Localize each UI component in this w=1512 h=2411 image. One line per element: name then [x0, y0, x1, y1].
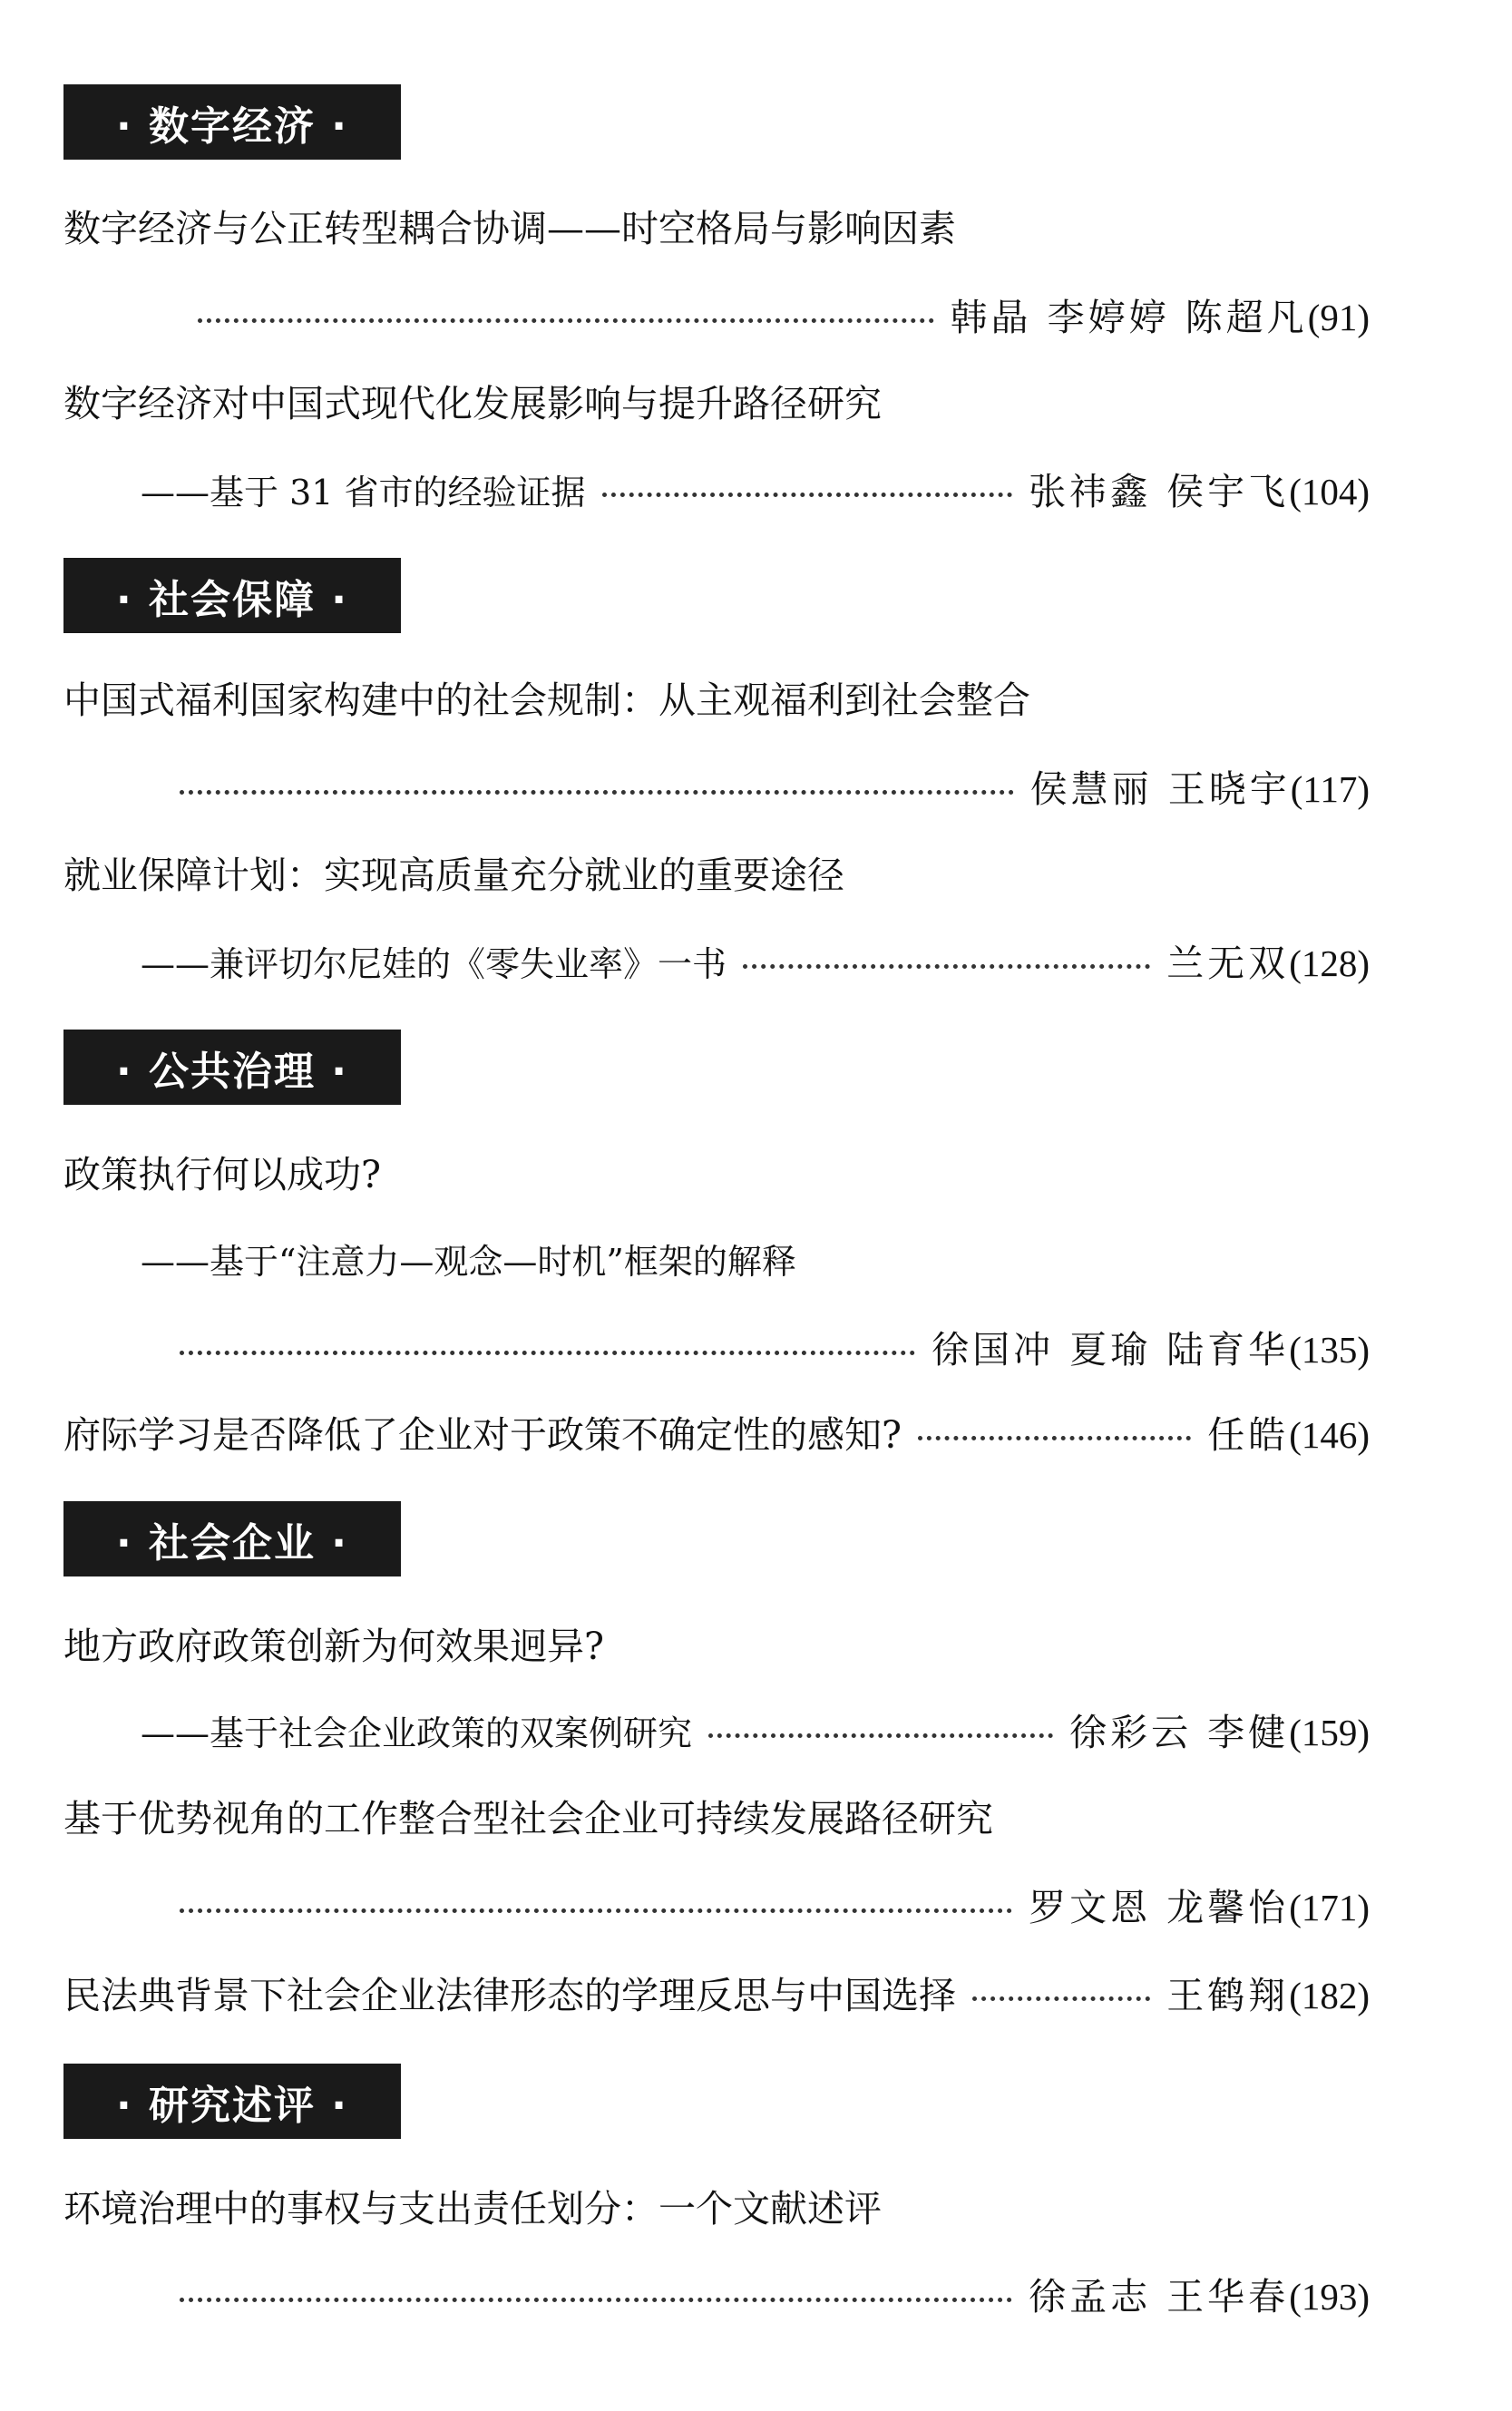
leader-dots	[918, 1436, 1191, 1440]
article-title: 环境治理中的事权与支出责任划分：一个文献述评	[63, 2187, 882, 2230]
article-title: 基于优势视角的工作整合型社会企业可持续发展路径研究	[63, 1797, 993, 1840]
article-title: 数字经济与公正转型耦合协调——时空格局与影响因素	[63, 207, 956, 250]
article-byline	[163, 767, 1370, 811]
article-page: (135)	[1289, 1329, 1370, 1371]
article-authors: 张祎鑫 侯宇飞	[1029, 470, 1290, 513]
article-authors: 兰无双	[1166, 942, 1290, 985]
article-byline	[63, 1413, 1370, 1457]
leader-dots	[602, 493, 1013, 497]
article-byline	[141, 470, 1370, 513]
article-authors: 罗文恩 龙馨怡	[1029, 1886, 1290, 1929]
article-authors: 韩晶 李婷婷 陈超凡	[950, 296, 1308, 339]
article-subtitle: ——基于 31 省市的经验证据	[141, 473, 586, 512]
article-authors: 王鹤翔	[1166, 1974, 1290, 2017]
article-byline	[163, 2275, 1370, 2318]
article-subtitle: ——基于“注意力—观念—时机”框架的解释	[141, 1242, 796, 1282]
article-byline	[181, 296, 1370, 339]
article-title: 就业保障计划：实现高质量充分就业的重要途径	[63, 854, 844, 897]
article-byline	[141, 1711, 1370, 1754]
article-title: 府际学习是否降低了企业对于政策不确定性的感知?	[63, 1413, 902, 1457]
article-title: 政策执行何以成功?	[63, 1153, 381, 1196]
article-page: (182)	[1289, 1975, 1370, 2016]
article-byline	[163, 1328, 1370, 1371]
article-authors: 徐彩云 李健	[1069, 1711, 1290, 1754]
article-title: 地方政府政策创新为何效果迥异?	[63, 1625, 604, 1668]
leader-dots	[180, 1351, 915, 1355]
article-subtitle: ——基于社会企业政策的双案例研究	[141, 1713, 693, 1753]
leader-dots	[708, 1733, 1053, 1738]
article-page: (104)	[1289, 471, 1370, 512]
section-heading-research-review: · 研究述评 ·	[63, 2064, 401, 2139]
section-heading-social-security: · 社会保障 ·	[63, 558, 401, 633]
article-authors: 侯慧丽 王晓宇	[1029, 767, 1291, 811]
article-page: (91)	[1307, 297, 1370, 338]
article-authors: 任皓	[1207, 1413, 1290, 1457]
article-byline	[63, 1974, 1370, 2017]
article-page: (193)	[1289, 2276, 1370, 2318]
article-page: (117)	[1290, 768, 1370, 810]
section-heading-social-enterprise: · 社会企业 ·	[63, 1501, 401, 1576]
leader-dots	[180, 2298, 1012, 2302]
leader-dots	[198, 318, 934, 323]
article-page: (159)	[1289, 1712, 1370, 1753]
section-heading-digital-economy: · 数字经济 ·	[63, 84, 401, 160]
article-page: (128)	[1289, 942, 1370, 984]
article-byline	[141, 942, 1370, 985]
article-authors: 徐孟志 王华春	[1029, 2275, 1290, 2318]
article-byline	[163, 1886, 1370, 1929]
article-title: 中国式福利国家构建中的社会规制：从主观福利到社会整合	[63, 678, 1030, 722]
leader-dots	[743, 964, 1150, 969]
leader-dots	[180, 1908, 1012, 1913]
article-title: 民法典背景下社会企业法律形态的学理反思与中国选择	[63, 1974, 956, 2017]
article-subtitle: ——兼评切尔尼娃的《零失业率》一书	[141, 944, 727, 984]
article-title: 数字经济对中国式现代化发展影响与提升路径研究	[63, 382, 882, 425]
article-page: (146)	[1289, 1414, 1370, 1456]
leader-dots	[180, 790, 1014, 795]
leader-dots	[972, 1996, 1150, 2001]
article-page: (171)	[1289, 1887, 1370, 1928]
section-heading-public-governance: · 公共治理 ·	[63, 1030, 401, 1105]
article-authors: 徐国冲 夏瑜 陆育华	[932, 1328, 1290, 1371]
